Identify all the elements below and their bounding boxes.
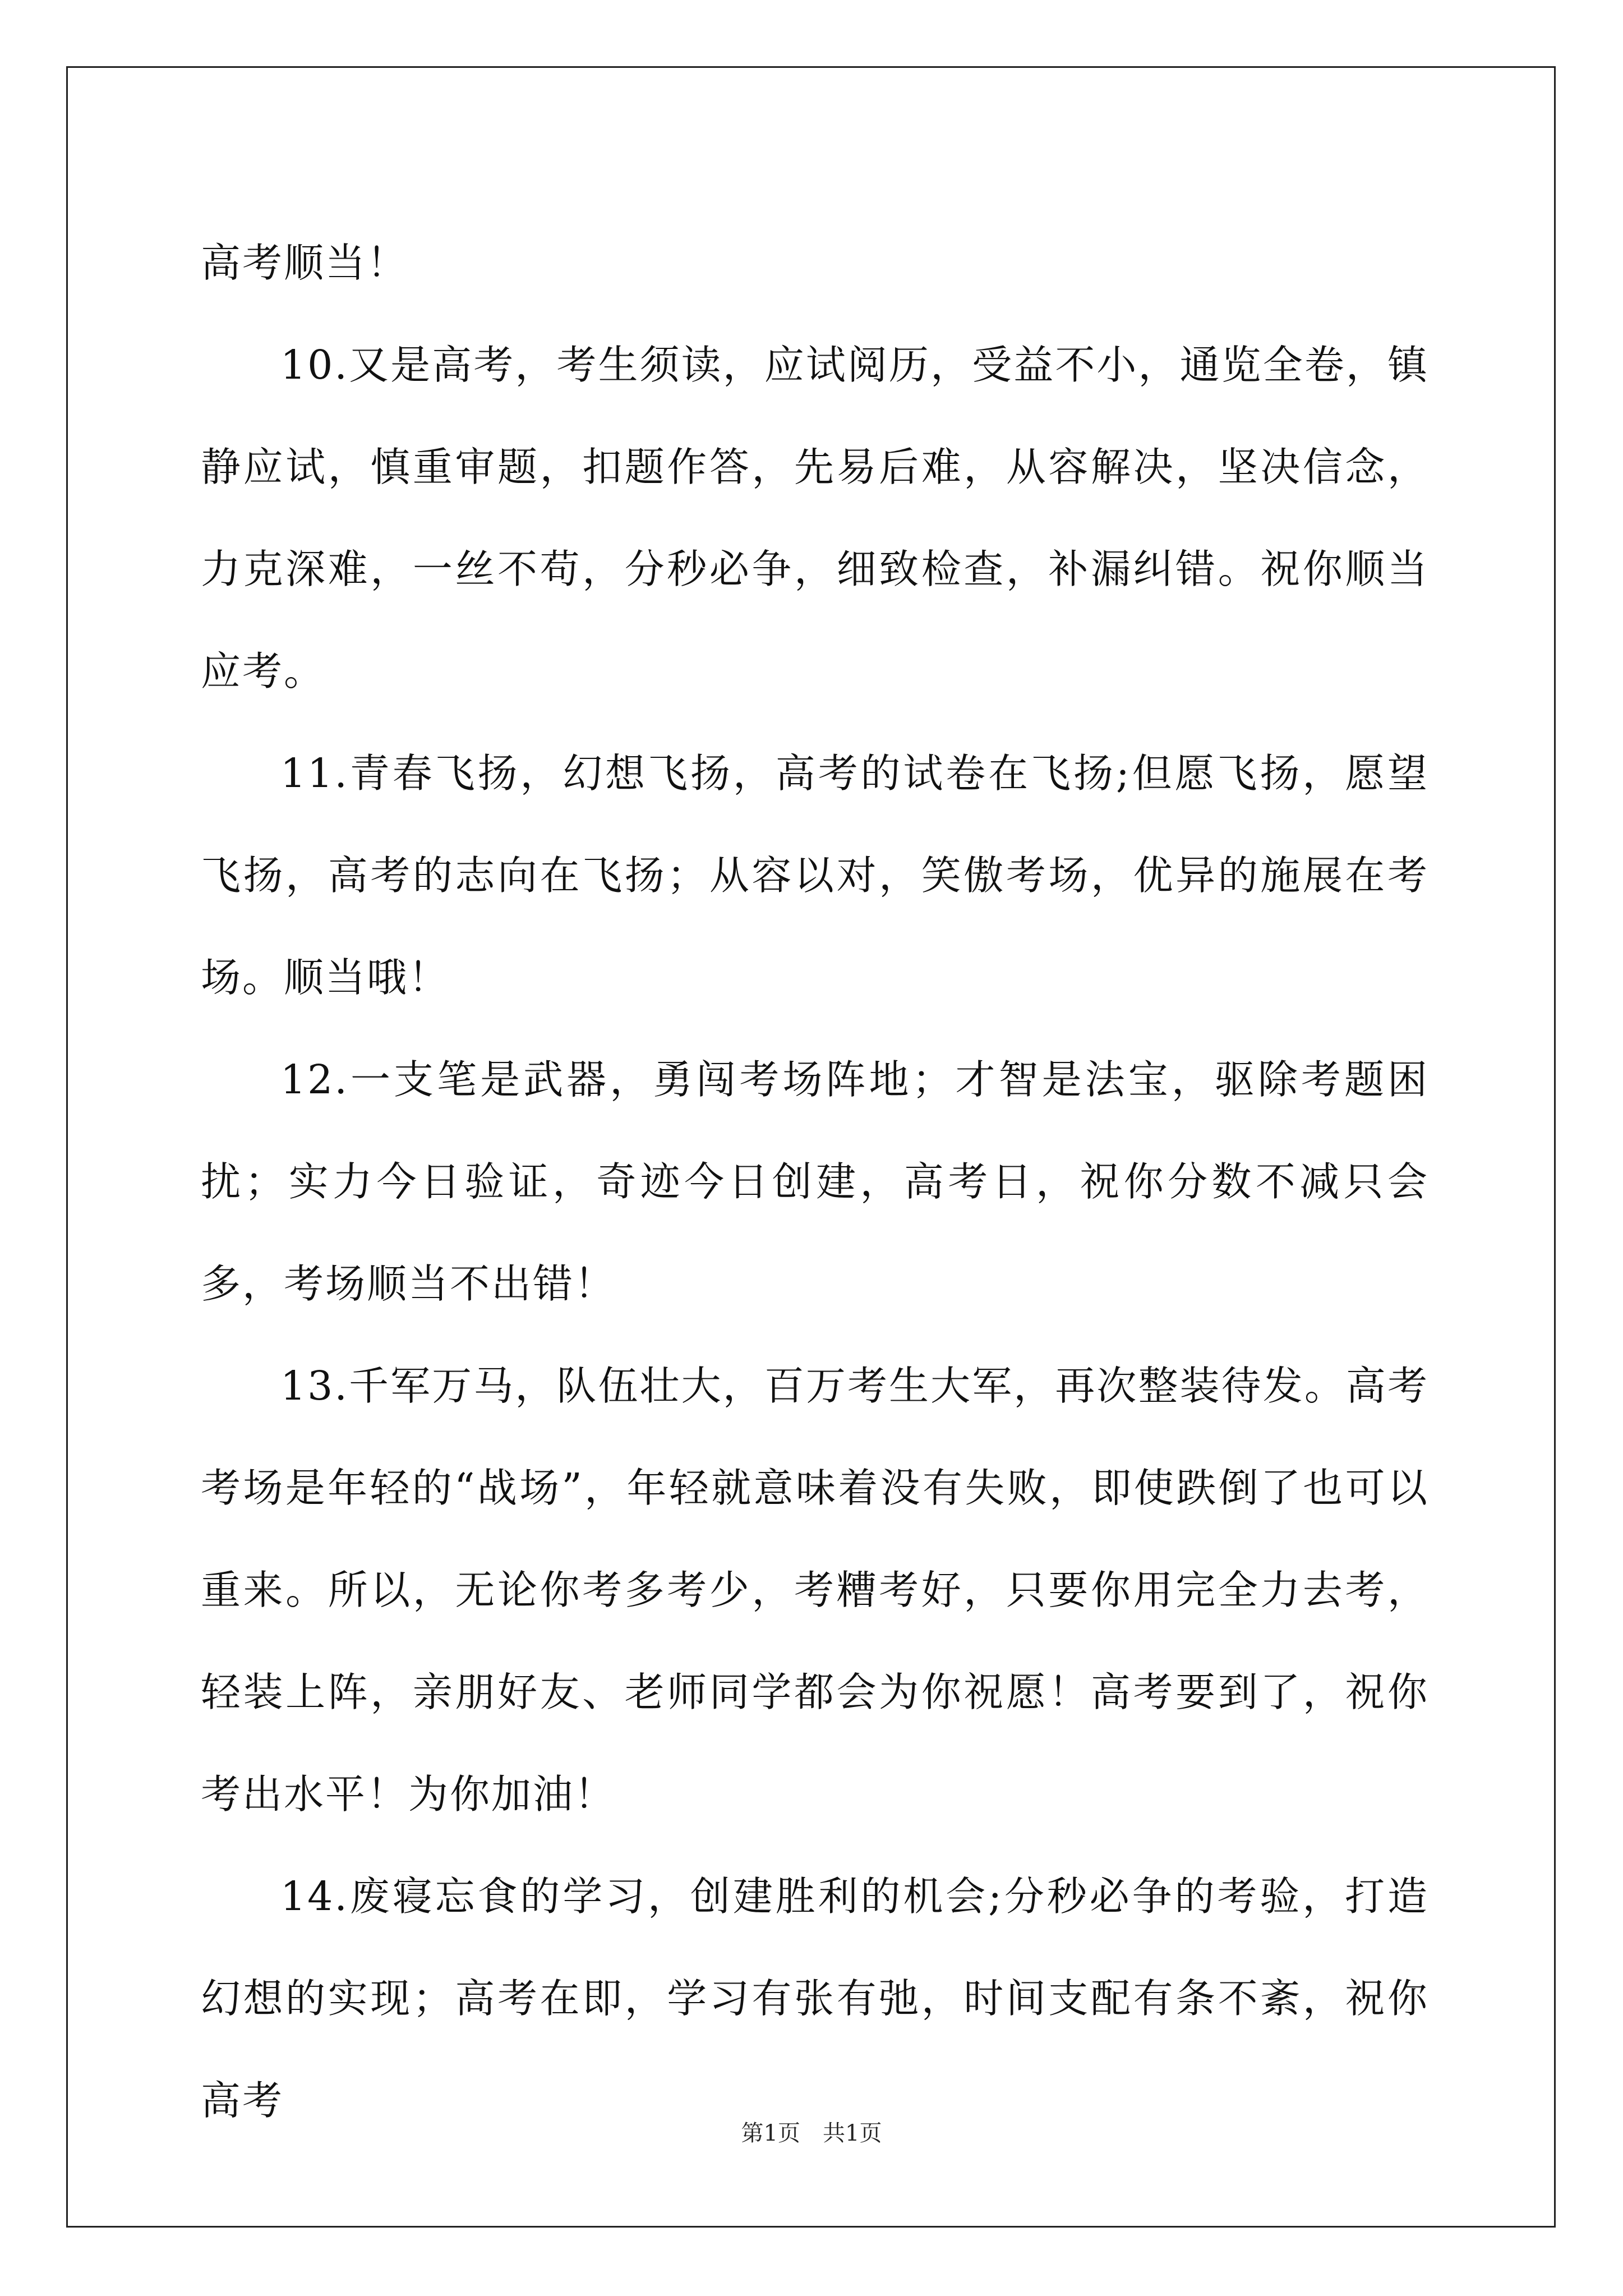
paragraph-item-12: 12.一支笔是武器，勇闯考场阵地；才智是法宝，驱除考题困扰；实力今日验证，奇迹今日创建，高考日，祝你分数不减只会多，考场顺当不出错！ — [201, 1056, 1429, 1307]
paragraph-item-14: 14.废寝忘食的学习，创建胜利的机会;分秒必争的考验，打造幻想的实现；高考在即，学习有张有弛，时间支配有条不紊，祝你高考 — [201, 1873, 1429, 2124]
paragraph-continuation: 高考顺当！ — [201, 240, 409, 286]
paragraph-item-11: 11.青春飞扬，幻想飞扬，高考的试卷在飞扬;但愿飞扬，愿望飞扬，高考的志向在飞扬；从容以对，笑傲考场，优异的施展在考场。顺当哦！ — [201, 750, 1429, 1001]
paragraph-item-10: 10.又是高考，考生须读，应试阅历，受益不小，通览全卷，镇静应试，慎重审题，扣题作答，先易后难，从容解决，坚决信念，力克深难，一丝不苟，分秒必争，细致检查，补漏纠错。祝你顺当应考。 — [201, 342, 1429, 694]
paragraph-item-13: 13.千军万马，队伍壮大，百万考生大军，再次整装待发。高考考场是年轻的“战场”，年轻就意味着没有失败，即使跌倒了也可以重来。所以，无论你考多考少，考糟考好，只要你用完全力去考，轻装上阵，亲朋好友、老师同学都会为你祝愿！高考要到了，祝你考出水平！为你加油！ — [201, 1363, 1429, 1818]
document-body — [201, 212, 1429, 2152]
page-number-footer: 第1页 共1页 — [741, 2120, 882, 2146]
